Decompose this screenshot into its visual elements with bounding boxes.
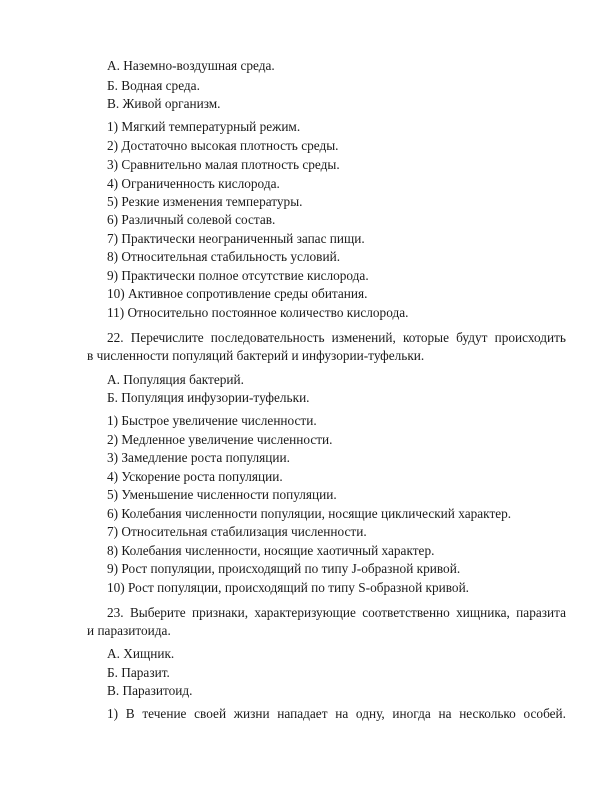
q21-answer-8: 8) Относительная стабильность условий. — [107, 249, 341, 264]
q22-answer-6: 6) Колебания численности популяции, носящие циклический характер. — [107, 506, 512, 521]
q21-answer-1: 1) Мягкий температурный режим. — [107, 119, 301, 134]
q22-answer-8: 8) Колебания численности, носящие хаотичный характер. — [107, 543, 435, 558]
q22-answer-3: 3) Замедление роста популяции. — [107, 450, 290, 465]
q22-question-line2: в численности популяций бактерий и инфузории-туфельки. — [87, 348, 425, 363]
q22-option-a: А. Популяция бактерий. — [107, 372, 244, 387]
q21-answer-5: 5) Резкие изменения температуры. — [107, 194, 303, 209]
q23-question-line2: и паразитоида. — [87, 623, 171, 638]
q23-option-a: А. Хищник. — [107, 646, 175, 661]
q21-option-b: Б. Водная среда. — [107, 78, 200, 93]
q21-answer-3: 3) Сравнительно малая плотность среды. — [107, 157, 340, 172]
q21-answer-6: 6) Различный солевой состав. — [107, 212, 276, 227]
q22-answer-2: 2) Медленное увеличение численности. — [107, 432, 333, 447]
q23-answer-1: 1) В течение своей жизни нападает на одну, иногда на несколько особей. — [107, 706, 566, 721]
q22-answer-10: 10) Рост популяции, происходящий по типу S-образной кривой. — [107, 580, 470, 595]
q22-answer-1: 1) Быстрое увеличение численности. — [107, 413, 317, 428]
q21-answer-7: 7) Практически неограниченный запас пищи. — [107, 231, 365, 246]
q21-answer-11: 11) Относительно постоянное количество кислорода. — [107, 305, 409, 320]
q22-question-line1: 22. Перечислите последовательность изменений, которые будут происходить — [107, 330, 566, 345]
q22-answer-5: 5) Уменьшение численности популяции. — [107, 487, 337, 502]
q22-answer-7: 7) Относительная стабилизация численности. — [107, 524, 367, 539]
q21-answer-9: 9) Практически полное отсутствие кислорода. — [107, 268, 369, 283]
q22-option-b: Б. Популяция инфузории-туфельки. — [107, 390, 310, 405]
q21-answer-2: 2) Достаточно высокая плотность среды. — [107, 138, 339, 153]
q22-answer-9: 9) Рост популяции, происходящий по типу J-образной кривой. — [107, 561, 461, 576]
q23-question-line1: 23. Выберите признаки, характеризующие соответственно хищника, паразита — [107, 605, 566, 620]
q23-option-b: Б. Паразит. — [107, 665, 170, 680]
q22-answer-4: 4) Ускорение роста популяции. — [107, 469, 283, 484]
q21-answer-4: 4) Ограниченность кислорода. — [107, 176, 280, 191]
q21-answer-10: 10) Активное сопротивление среды обитания. — [107, 286, 368, 301]
q21-option-c: В. Живой организм. — [107, 96, 221, 111]
q21-option-a: А. Наземно-воздушная среда. — [107, 58, 275, 73]
q23-option-c: В. Паразитоид. — [107, 683, 193, 698]
